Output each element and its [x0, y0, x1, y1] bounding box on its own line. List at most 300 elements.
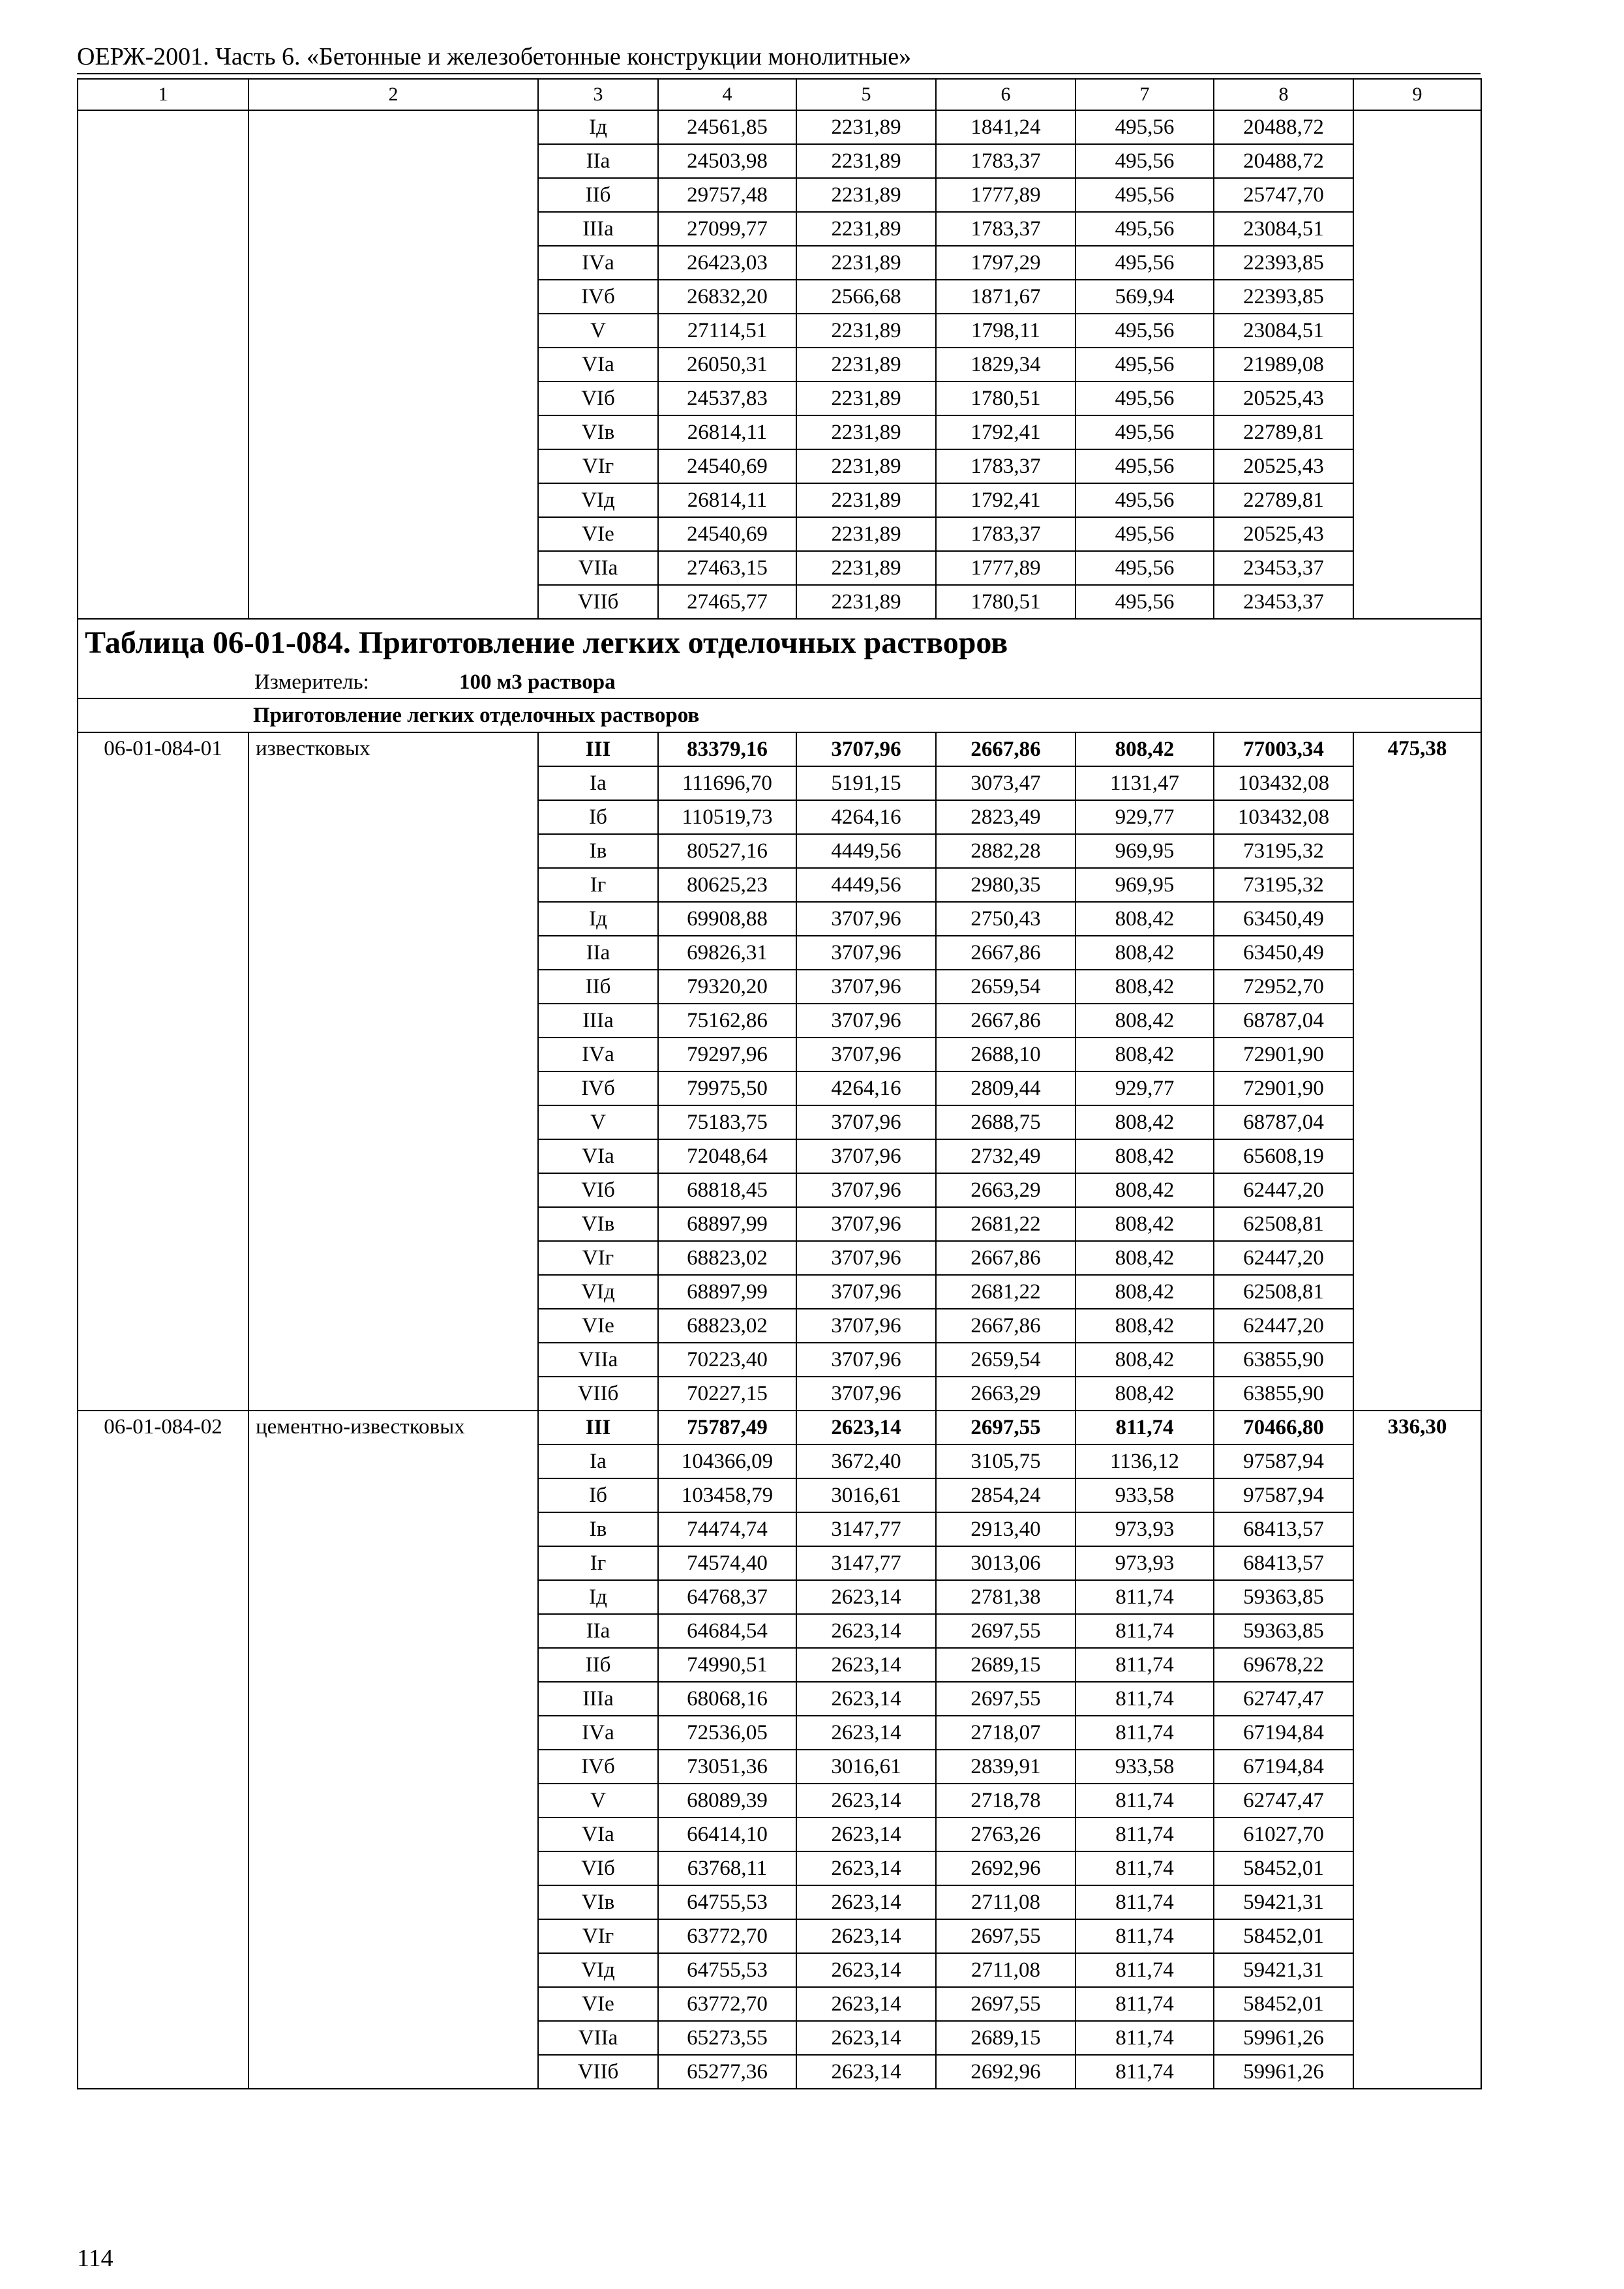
materials-cost-cell: 72952,70 — [1214, 970, 1353, 1004]
zone-cell: Iд — [538, 110, 658, 144]
operators-wage-cell: 495,56 — [1075, 382, 1214, 415]
table-title: Таблица 06-01-084. Приготовление легких отделочных растворов — [78, 619, 1481, 666]
wages-cell: 3707,96 — [796, 970, 936, 1004]
materials-cost-cell: 97587,94 — [1214, 1444, 1353, 1478]
machine-cost-cell: 1797,29 — [936, 246, 1075, 280]
zone-cell: IIа — [538, 1614, 658, 1648]
operators-wage-cell: 811,74 — [1075, 1784, 1214, 1818]
price-table — [77, 78, 1482, 2089]
total-cost-cell: 66414,10 — [658, 1818, 796, 1851]
operators-wage-cell: 808,42 — [1075, 1173, 1214, 1207]
machine-cost-cell: 2663,29 — [936, 1173, 1075, 1207]
name-cell: цементно-известковых — [248, 1411, 538, 2089]
wages-cell: 2623,14 — [796, 2055, 936, 2089]
machine-cost-cell: 2718,78 — [936, 1784, 1075, 1818]
machine-cost-cell: 2667,86 — [936, 732, 1075, 766]
machine-cost-cell: 2692,96 — [936, 2055, 1075, 2089]
operators-wage-cell: 495,56 — [1075, 144, 1214, 178]
materials-cost-cell: 63450,49 — [1214, 936, 1353, 970]
machine-cost-cell: 1783,37 — [936, 449, 1075, 483]
wages-cell: 2231,89 — [796, 348, 936, 382]
total-cost-cell: 68818,45 — [658, 1173, 796, 1207]
total-cost-cell: 68823,02 — [658, 1309, 796, 1343]
materials-cost-cell: 73195,32 — [1214, 834, 1353, 868]
wages-cell: 2623,14 — [796, 1411, 936, 1444]
operators-wage-cell: 811,74 — [1075, 1411, 1214, 1444]
total-cost-cell: 75787,49 — [658, 1411, 796, 1444]
machine-cost-cell: 1783,37 — [936, 517, 1075, 551]
total-cost-cell: 74574,40 — [658, 1546, 796, 1580]
machine-cost-cell: 1783,37 — [936, 212, 1075, 246]
operators-wage-cell: 808,42 — [1075, 1309, 1214, 1343]
operators-wage-cell: 569,94 — [1075, 280, 1214, 314]
machine-cost-cell: 2913,40 — [936, 1512, 1075, 1546]
wages-cell: 4264,16 — [796, 1071, 936, 1105]
wages-cell: 4264,16 — [796, 800, 936, 834]
machine-cost-cell: 2980,35 — [936, 868, 1075, 902]
wages-cell: 2231,89 — [796, 517, 936, 551]
machine-cost-cell: 2692,96 — [936, 1851, 1075, 1885]
materials-cost-cell: 62747,47 — [1214, 1682, 1353, 1716]
materials-cost-cell: 58452,01 — [1214, 1851, 1353, 1885]
wages-cell: 3707,96 — [796, 1139, 936, 1173]
operators-wage-cell: 495,56 — [1075, 348, 1214, 382]
machine-cost-cell: 1780,51 — [936, 382, 1075, 415]
materials-cost-cell: 65608,19 — [1214, 1139, 1353, 1173]
zone-cell: Iв — [538, 834, 658, 868]
materials-cost-cell: 68787,04 — [1214, 1105, 1353, 1139]
operators-wage-cell: 811,74 — [1075, 1987, 1214, 2021]
zone-cell: IIб — [538, 1648, 658, 1682]
wages-cell: 2231,89 — [796, 144, 936, 178]
materials-cost-cell: 72901,90 — [1214, 1038, 1353, 1071]
total-cost-cell: 27463,15 — [658, 551, 796, 585]
operators-wage-cell: 811,74 — [1075, 1716, 1214, 1750]
machine-cost-cell: 2697,55 — [936, 1919, 1075, 1953]
wages-cell: 2231,89 — [796, 551, 936, 585]
machine-cost-cell: 1792,41 — [936, 483, 1075, 517]
zone-cell: V — [538, 1105, 658, 1139]
zone-cell: Iв — [538, 1512, 658, 1546]
total-cost-cell: 110519,73 — [658, 800, 796, 834]
page-number: 114 — [77, 2245, 113, 2272]
materials-cost-cell: 63855,90 — [1214, 1377, 1353, 1411]
zone-cell: Iг — [538, 868, 658, 902]
total-cost-cell: 64755,53 — [658, 1953, 796, 1987]
wages-cell: 2231,89 — [796, 382, 936, 415]
total-cost-cell: 74990,51 — [658, 1648, 796, 1682]
machine-cost-cell: 2750,43 — [936, 902, 1075, 936]
operators-wage-cell: 811,74 — [1075, 2055, 1214, 2089]
wages-cell: 3016,61 — [796, 1750, 936, 1784]
materials-cost-cell: 23084,51 — [1214, 314, 1353, 348]
machine-cost-cell: 1780,51 — [936, 585, 1075, 619]
zone-cell: VIв — [538, 1207, 658, 1241]
total-cost-cell: 75162,86 — [658, 1004, 796, 1038]
total-cost-cell: 63768,11 — [658, 1851, 796, 1885]
wages-cell: 3707,96 — [796, 732, 936, 766]
wages-cell: 2623,14 — [796, 1648, 936, 1682]
total-cost-cell: 75183,75 — [658, 1105, 796, 1139]
wages-cell: 2231,89 — [796, 246, 936, 280]
operators-wage-cell: 495,56 — [1075, 246, 1214, 280]
zone-cell: IVа — [538, 1038, 658, 1071]
materials-cost-cell: 67194,84 — [1214, 1750, 1353, 1784]
machine-cost-cell: 2688,75 — [936, 1105, 1075, 1139]
measure-row — [78, 666, 1481, 698]
wages-cell: 3707,96 — [796, 1038, 936, 1071]
operators-wage-cell: 811,74 — [1075, 2021, 1214, 2055]
materials-cost-cell: 68787,04 — [1214, 1004, 1353, 1038]
operators-wage-cell: 973,93 — [1075, 1512, 1214, 1546]
operators-wage-cell: 808,42 — [1075, 902, 1214, 936]
zone-cell: VIг — [538, 449, 658, 483]
measure-label: Измеритель: — [254, 670, 369, 694]
table-row — [78, 1411, 1481, 1444]
column-number-cell: 4 — [658, 79, 796, 110]
machine-cost-cell: 2689,15 — [936, 2021, 1075, 2055]
machine-cost-cell: 3105,75 — [936, 1444, 1075, 1478]
operators-wage-cell: 808,42 — [1075, 936, 1214, 970]
total-cost-cell: 24540,69 — [658, 449, 796, 483]
zone-cell: IIIа — [538, 1004, 658, 1038]
zone-cell: IIIа — [538, 212, 658, 246]
wages-cell: 2623,14 — [796, 1614, 936, 1648]
operators-wage-cell: 808,42 — [1075, 1377, 1214, 1411]
materials-cost-cell: 61027,70 — [1214, 1818, 1353, 1851]
wages-cell: 3707,96 — [796, 1343, 936, 1377]
materials-cost-cell: 58452,01 — [1214, 1987, 1353, 2021]
total-cost-cell: 68897,99 — [658, 1207, 796, 1241]
operators-wage-cell: 929,77 — [1075, 1071, 1214, 1105]
materials-cost-cell: 62508,81 — [1214, 1275, 1353, 1309]
materials-cost-cell: 20525,43 — [1214, 449, 1353, 483]
machine-cost-cell: 2697,55 — [936, 1411, 1075, 1444]
column-number-cell: 9 — [1353, 79, 1481, 110]
machine-cost-cell: 2711,08 — [936, 1885, 1075, 1919]
operators-wage-cell: 495,56 — [1075, 483, 1214, 517]
wages-cell: 2231,89 — [796, 212, 936, 246]
operators-wage-cell: 808,42 — [1075, 1343, 1214, 1377]
zone-cell: IIб — [538, 970, 658, 1004]
machine-cost-cell: 2688,10 — [936, 1038, 1075, 1071]
machine-cost-cell: 2697,55 — [936, 1614, 1075, 1648]
machine-cost-cell: 3013,06 — [936, 1546, 1075, 1580]
total-cost-cell: 26832,20 — [658, 280, 796, 314]
machine-cost-cell: 2711,08 — [936, 1953, 1075, 1987]
page-header: ОЕРЖ-2001. Часть 6. «Бетонные и железобетонные конструкции монолитные» — [77, 43, 912, 70]
column-number-cell: 7 — [1075, 79, 1214, 110]
machine-cost-cell: 2697,55 — [936, 1682, 1075, 1716]
materials-cost-cell: 70466,80 — [1214, 1411, 1353, 1444]
total-cost-cell: 24537,83 — [658, 382, 796, 415]
machine-cost-cell: 2763,26 — [936, 1818, 1075, 1851]
operators-wage-cell: 929,77 — [1075, 800, 1214, 834]
machine-cost-cell: 1777,89 — [936, 178, 1075, 212]
materials-cost-cell: 62447,20 — [1214, 1309, 1353, 1343]
operators-wage-cell: 808,42 — [1075, 1105, 1214, 1139]
zone-cell: VIIб — [538, 585, 658, 619]
materials-cost-cell: 62508,81 — [1214, 1207, 1353, 1241]
zone-cell: VIIб — [538, 2055, 658, 2089]
materials-cost-cell: 58452,01 — [1214, 1919, 1353, 1953]
code-cell — [78, 110, 248, 619]
zone-cell: VIд — [538, 1275, 658, 1309]
zone-cell: VIIа — [538, 551, 658, 585]
zone-cell: IIIа — [538, 1682, 658, 1716]
materials-cost-cell: 59961,26 — [1214, 2021, 1353, 2055]
materials-cost-cell: 68413,57 — [1214, 1546, 1353, 1580]
wages-cell: 2231,89 — [796, 110, 936, 144]
machine-cost-cell: 2667,86 — [936, 1309, 1075, 1343]
operators-wage-cell: 811,74 — [1075, 1648, 1214, 1682]
column-number-cell: 5 — [796, 79, 936, 110]
materials-cost-cell: 77003,34 — [1214, 732, 1353, 766]
name-cell: известковых — [248, 732, 538, 1411]
labor-cell: 336,30 — [1353, 1411, 1481, 2089]
machine-cost-cell: 2659,54 — [936, 970, 1075, 1004]
zone-cell: Iг — [538, 1546, 658, 1580]
wages-cell: 3707,96 — [796, 1377, 936, 1411]
wages-cell: 2231,89 — [796, 449, 936, 483]
materials-cost-cell: 59421,31 — [1214, 1953, 1353, 1987]
column-number-cell: 1 — [78, 79, 248, 110]
wages-cell: 2623,14 — [796, 1885, 936, 1919]
operators-wage-cell: 973,93 — [1075, 1546, 1214, 1580]
table-title-row — [78, 619, 1481, 666]
zone-cell: V — [538, 314, 658, 348]
zone-cell: Iа — [538, 1444, 658, 1478]
total-cost-cell: 27114,51 — [658, 314, 796, 348]
total-cost-cell: 72048,64 — [658, 1139, 796, 1173]
materials-cost-cell: 23084,51 — [1214, 212, 1353, 246]
total-cost-cell: 27465,77 — [658, 585, 796, 619]
total-cost-cell: 73051,36 — [658, 1750, 796, 1784]
wages-cell: 3707,96 — [796, 936, 936, 970]
table-row — [78, 110, 1481, 144]
machine-cost-cell: 2697,55 — [936, 1987, 1075, 2021]
machine-cost-cell: 2781,38 — [936, 1580, 1075, 1614]
labor-cell: 475,38 — [1353, 732, 1481, 1411]
machine-cost-cell: 2681,22 — [936, 1275, 1075, 1309]
total-cost-cell: 24503,98 — [658, 144, 796, 178]
zone-cell: VIв — [538, 415, 658, 449]
operators-wage-cell: 808,42 — [1075, 1207, 1214, 1241]
materials-cost-cell: 59961,26 — [1214, 2055, 1353, 2089]
operators-wage-cell: 495,56 — [1075, 415, 1214, 449]
materials-cost-cell: 23453,37 — [1214, 585, 1353, 619]
total-cost-cell: 70223,40 — [658, 1343, 796, 1377]
wages-cell: 2623,14 — [796, 1818, 936, 1851]
section-title-row — [78, 698, 1481, 732]
total-cost-cell: 26814,11 — [658, 483, 796, 517]
zone-cell: VIIа — [538, 2021, 658, 2055]
zone-cell: IIа — [538, 144, 658, 178]
wages-cell: 2623,14 — [796, 1682, 936, 1716]
total-cost-cell: 27099,77 — [658, 212, 796, 246]
wages-cell: 3707,96 — [796, 902, 936, 936]
materials-cost-cell: 20525,43 — [1214, 382, 1353, 415]
materials-cost-cell: 22393,85 — [1214, 246, 1353, 280]
machine-cost-cell: 2663,29 — [936, 1377, 1075, 1411]
materials-cost-cell: 59421,31 — [1214, 1885, 1353, 1919]
materials-cost-cell: 68413,57 — [1214, 1512, 1353, 1546]
operators-wage-cell: 933,58 — [1075, 1750, 1214, 1784]
total-cost-cell: 103458,79 — [658, 1478, 796, 1512]
operators-wage-cell: 808,42 — [1075, 1004, 1214, 1038]
zone-cell: VIв — [538, 1885, 658, 1919]
operators-wage-cell: 495,56 — [1075, 517, 1214, 551]
zone-cell: VIе — [538, 1309, 658, 1343]
total-cost-cell: 79975,50 — [658, 1071, 796, 1105]
operators-wage-cell: 808,42 — [1075, 1139, 1214, 1173]
total-cost-cell: 79297,96 — [658, 1038, 796, 1071]
zone-cell: VIе — [538, 1987, 658, 2021]
total-cost-cell: 72536,05 — [658, 1716, 796, 1750]
code-cell: 06-01-084-02 — [78, 1411, 248, 2089]
materials-cost-cell: 20525,43 — [1214, 517, 1353, 551]
operators-wage-cell: 495,56 — [1075, 585, 1214, 619]
machine-cost-cell: 2718,07 — [936, 1716, 1075, 1750]
machine-cost-cell: 1798,11 — [936, 314, 1075, 348]
zone-cell: III — [538, 1411, 658, 1444]
zone-cell: IVа — [538, 246, 658, 280]
total-cost-cell: 64684,54 — [658, 1614, 796, 1648]
code-cell: 06-01-084-01 — [78, 732, 248, 1411]
zone-cell: VIб — [538, 1851, 658, 1885]
machine-cost-cell: 2882,28 — [936, 834, 1075, 868]
operators-wage-cell: 1131,47 — [1075, 766, 1214, 800]
total-cost-cell: 69908,88 — [658, 902, 796, 936]
operators-wage-cell: 495,56 — [1075, 551, 1214, 585]
wages-cell: 2231,89 — [796, 314, 936, 348]
wages-cell: 5191,15 — [796, 766, 936, 800]
total-cost-cell: 68897,99 — [658, 1275, 796, 1309]
machine-cost-cell: 2854,24 — [936, 1478, 1075, 1512]
measure-cell — [78, 666, 1481, 698]
wages-cell: 2231,89 — [796, 178, 936, 212]
wages-cell: 3147,77 — [796, 1512, 936, 1546]
machine-cost-cell: 2681,22 — [936, 1207, 1075, 1241]
materials-cost-cell: 23453,37 — [1214, 551, 1353, 585]
zone-cell: VIIа — [538, 1343, 658, 1377]
total-cost-cell: 26050,31 — [658, 348, 796, 382]
total-cost-cell: 64755,53 — [658, 1885, 796, 1919]
total-cost-cell: 69826,31 — [658, 936, 796, 970]
wages-cell: 3147,77 — [796, 1546, 936, 1580]
machine-cost-cell: 2823,49 — [936, 800, 1075, 834]
wages-cell: 2623,14 — [796, 1851, 936, 1885]
wages-cell: 3707,96 — [796, 1105, 936, 1139]
zone-cell: Iд — [538, 902, 658, 936]
wages-cell: 2623,14 — [796, 1784, 936, 1818]
zone-cell: IIб — [538, 178, 658, 212]
total-cost-cell: 74474,74 — [658, 1512, 796, 1546]
materials-cost-cell: 20488,72 — [1214, 110, 1353, 144]
zone-cell: VIа — [538, 1818, 658, 1851]
wages-cell: 2623,14 — [796, 1987, 936, 2021]
zone-cell: Iд — [538, 1580, 658, 1614]
operators-wage-cell: 808,42 — [1075, 1241, 1214, 1275]
zone-cell: IVб — [538, 1750, 658, 1784]
materials-cost-cell: 21989,08 — [1214, 348, 1353, 382]
total-cost-cell: 63772,70 — [658, 1987, 796, 2021]
total-cost-cell: 111696,70 — [658, 766, 796, 800]
materials-cost-cell: 63855,90 — [1214, 1343, 1353, 1377]
wages-cell: 3016,61 — [796, 1478, 936, 1512]
table-row — [78, 732, 1481, 766]
zone-cell: III — [538, 732, 658, 766]
operators-wage-cell: 495,56 — [1075, 178, 1214, 212]
total-cost-cell: 24540,69 — [658, 517, 796, 551]
materials-cost-cell: 69678,22 — [1214, 1648, 1353, 1682]
operators-wage-cell: 933,58 — [1075, 1478, 1214, 1512]
machine-cost-cell: 1792,41 — [936, 415, 1075, 449]
materials-cost-cell: 103432,08 — [1214, 766, 1353, 800]
materials-cost-cell: 62447,20 — [1214, 1173, 1353, 1207]
wages-cell: 3707,96 — [796, 1309, 936, 1343]
wages-cell: 3707,96 — [796, 1173, 936, 1207]
operators-wage-cell: 969,95 — [1075, 834, 1214, 868]
machine-cost-cell: 3073,47 — [936, 766, 1075, 800]
zone-cell: VIа — [538, 348, 658, 382]
machine-cost-cell: 2839,91 — [936, 1750, 1075, 1784]
zone-cell: IVб — [538, 280, 658, 314]
total-cost-cell: 83379,16 — [658, 732, 796, 766]
operators-wage-cell: 495,56 — [1075, 110, 1214, 144]
total-cost-cell: 65277,36 — [658, 2055, 796, 2089]
machine-cost-cell: 1841,24 — [936, 110, 1075, 144]
machine-cost-cell: 1777,89 — [936, 551, 1075, 585]
materials-cost-cell: 25747,70 — [1214, 178, 1353, 212]
wages-cell: 3672,40 — [796, 1444, 936, 1478]
machine-cost-cell: 2667,86 — [936, 1241, 1075, 1275]
table-body — [78, 79, 1481, 2089]
wages-cell: 3707,96 — [796, 1004, 936, 1038]
column-number-cell: 6 — [936, 79, 1075, 110]
materials-cost-cell: 62447,20 — [1214, 1241, 1353, 1275]
wages-cell: 2623,14 — [796, 2021, 936, 2055]
wages-cell: 4449,56 — [796, 834, 936, 868]
materials-cost-cell: 22393,85 — [1214, 280, 1353, 314]
wages-cell: 3707,96 — [796, 1207, 936, 1241]
materials-cost-cell: 73195,32 — [1214, 868, 1353, 902]
name-cell — [248, 110, 538, 619]
wages-cell: 2566,68 — [796, 280, 936, 314]
materials-cost-cell: 59363,85 — [1214, 1614, 1353, 1648]
operators-wage-cell: 811,74 — [1075, 1818, 1214, 1851]
operators-wage-cell: 495,56 — [1075, 212, 1214, 246]
operators-wage-cell: 811,74 — [1075, 1614, 1214, 1648]
operators-wage-cell: 808,42 — [1075, 1275, 1214, 1309]
machine-cost-cell: 1783,37 — [936, 144, 1075, 178]
zone-cell: VIд — [538, 1953, 658, 1987]
operators-wage-cell: 495,56 — [1075, 449, 1214, 483]
machine-cost-cell: 2732,49 — [936, 1139, 1075, 1173]
total-cost-cell: 65273,55 — [658, 2021, 796, 2055]
wages-cell: 2231,89 — [796, 585, 936, 619]
total-cost-cell: 29757,48 — [658, 178, 796, 212]
operators-wage-cell: 811,74 — [1075, 1851, 1214, 1885]
column-number-cell: 8 — [1214, 79, 1353, 110]
zone-cell: IIа — [538, 936, 658, 970]
materials-cost-cell: 97587,94 — [1214, 1478, 1353, 1512]
materials-cost-cell: 72901,90 — [1214, 1071, 1353, 1105]
operators-wage-cell: 1136,12 — [1075, 1444, 1214, 1478]
zone-cell: V — [538, 1784, 658, 1818]
zone-cell: VIа — [538, 1139, 658, 1173]
operators-wage-cell: 811,74 — [1075, 1580, 1214, 1614]
